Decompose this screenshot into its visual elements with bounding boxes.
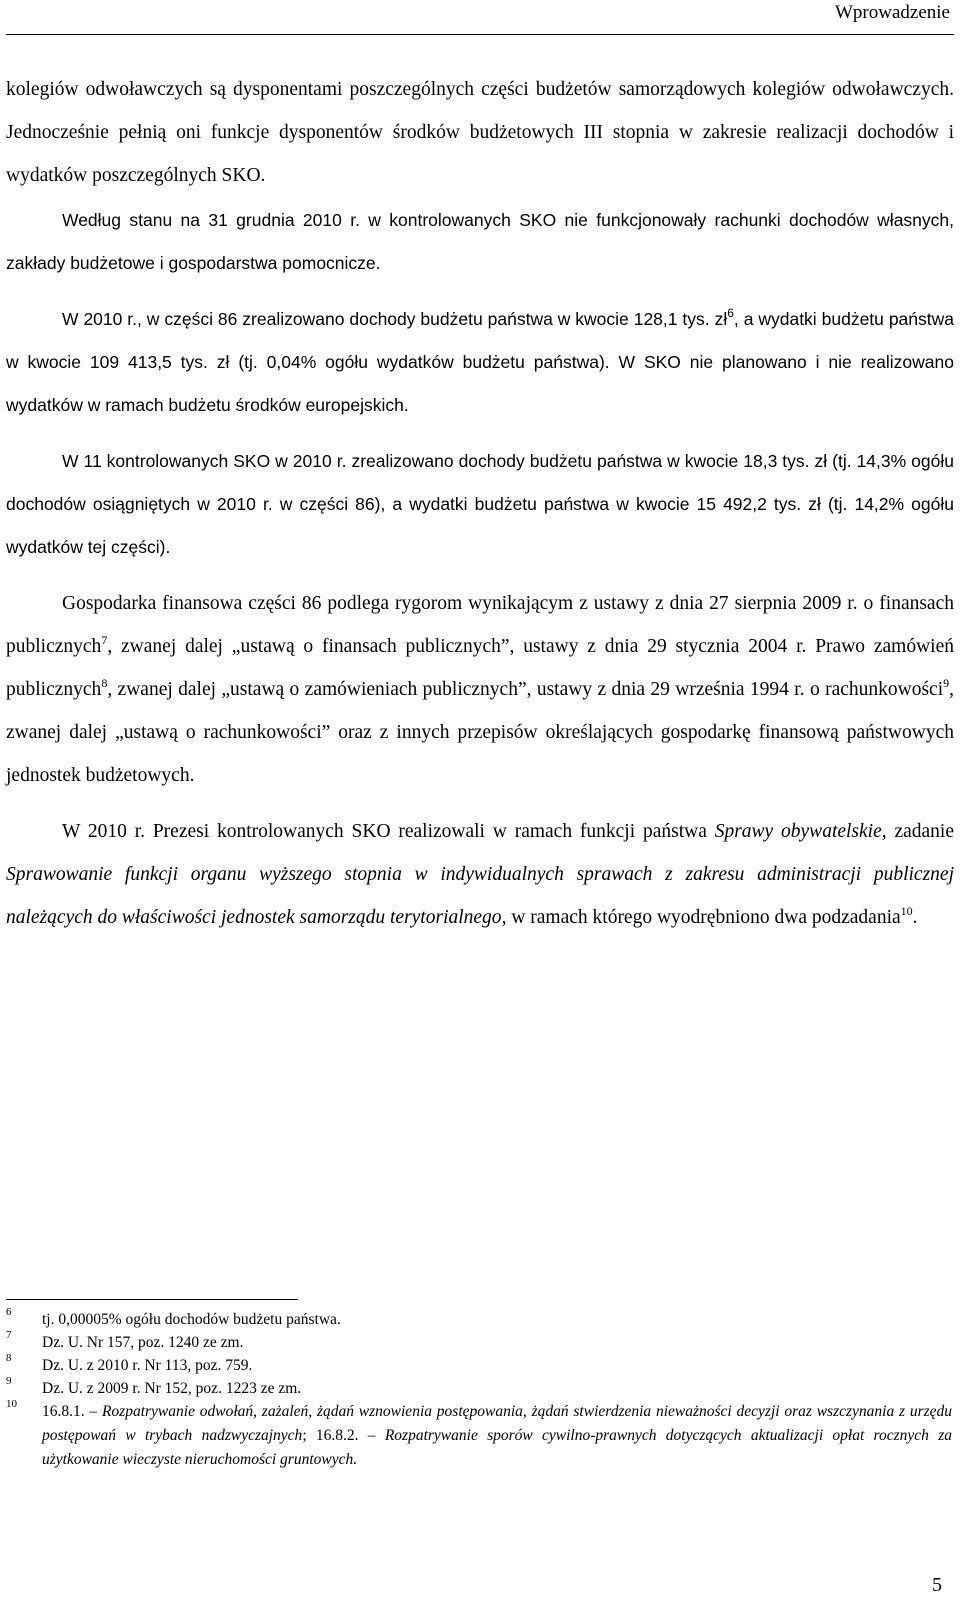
paragraph-1: kolegiów odwoławczych są dysponentami poszczególnych części budżetów samorządowych kolegiów odwoławczych. Jednocześnie pełnią oni funkcje dysponentów środków budżetowych III stopnia w zakresie realizacji dochodów i wydatków poszczególnych SKO. (6, 79, 954, 186)
footnote-10-italic-b: Rozpatrywanie sporów cywilno-prawnych dotyczących aktualizacji opłat rocznych za użytkowanie wieczyste nieruchomości gruntowych. (42, 1427, 952, 1468)
paragraph-4-text-b: a wydatki budżetu państwa w kwocie 15 492,2 tys. zł (tj. 14,2% ogółu wydatków tej części). (6, 494, 954, 557)
footnote-9 (6, 1377, 952, 1400)
paragraph-5 (6, 582, 954, 797)
running-header: Wprowadzenie (835, 2, 950, 23)
paragraph-6-italic-1: Sprawy obywatelskie (714, 821, 882, 842)
footnote-divider (6, 1299, 298, 1300)
footnote-text: tj. 0,00005% ogółu dochodów budżetu państwa. (42, 1311, 341, 1328)
footnote-8 (6, 1354, 952, 1377)
main-text (6, 68, 954, 952)
footnote-number: 7 (6, 1329, 12, 1341)
footnote-text: Dz. U. z 2010 r. Nr 113, poz. 759. (42, 1357, 253, 1374)
page-number: 5 (932, 1574, 942, 1596)
footnote-number: 10 (6, 1398, 17, 1410)
footnote-text: Dz. U. Nr 157, poz. 1240 ze zm. (42, 1334, 244, 1351)
paragraph-6-italic-2: Sprawowanie funkcji organu wyższego stopnia w indywidualnych sprawach z zakresu administracji publicznej należących do właściwości jednostek samorządu terytorialnego (6, 864, 954, 928)
footnote-ref-7: 7 (101, 633, 108, 647)
paragraph-2: Według stanu na 31 grudnia 2010 r. w kontrolowanych SKO nie funkcjonowały rachunki dochodów własnych, zakłady budżetowe i gospodarstwa pomocnicze. (6, 210, 954, 273)
footnote-7 (6, 1331, 952, 1354)
footnote-number: 8 (6, 1352, 12, 1364)
paragraph-5-text-b: , zwanej dalej „ustawą o finansach publicznych”, ustawy z dnia 29 stycznia 2004 r. Prawo zamówień publicznych (6, 636, 954, 700)
paragraph-6-text-c: , w ramach którego wyodrębniono dwa podzadania (501, 907, 901, 928)
paragraph-3 (6, 298, 954, 427)
paragraph-6-text-a: W 2010 r. Prezesi kontrolowanych SKO realizowali w ramach funkcji państwa (62, 821, 715, 842)
footnote-ref-6: 6 (727, 306, 734, 320)
footnote-text (42, 1400, 952, 1472)
footnote-number: 9 (6, 1375, 12, 1387)
paragraph-3-text-a: W 2010 r., w części 86 zrealizowano dochody budżetu państwa w kwocie 128,1 tys. zł (62, 309, 728, 329)
paragraph-4 (6, 440, 954, 569)
paragraph-6-text-b: , zadanie (881, 821, 954, 842)
footnote-10-italic-a: Rozpatrywanie odwołań, zażaleń, żądań wznowienia postępowania, żądań stwierdzenia nieważności decyzji oraz wszczynania z urzędu postępowań w trybach nadzwyczajnych (42, 1403, 953, 1444)
paragraph-3-text-b: , a wydatki budżetu państwa w kwocie 109 413,5 tys. zł (tj. 0,04% ogółu wydatków budżetu państwa). W SKO nie planowano i nie realizowano wydatków w ramach budżetu środków europejskich. (6, 309, 954, 415)
footnotes (6, 1308, 952, 1472)
footnote-ref-9: 9 (943, 676, 950, 690)
footnote-ref-8: 8 (101, 676, 108, 690)
footnote-10 (6, 1400, 952, 1472)
footnote-ref-10: 10 (900, 904, 913, 918)
paragraph-4-text-a: W 11 kontrolowanych SKO w 2010 r. zrealizowano dochody budżetu państwa w kwocie 18,3 tys. zł (tj. 14,3% ogółu dochodów osiągniętych w 2010 r. w części 86), (6, 451, 954, 514)
paragraph-5-text-c: , zwanej dalej „ustawą o zamówieniach publicznych”, ustawy z dnia 29 września 1994 r. o rachunkowości (107, 679, 944, 700)
paragraph-5-text-a: Gospodarka finansowa części 86 podlega rygorom wynikającym z ustawy z dnia 27 sierpnia 2009 r. o finansach publicznych (6, 593, 954, 657)
paragraph-6-text-d: . (912, 907, 918, 928)
footnote-10-code-a: 16.8.1. – (42, 1403, 102, 1420)
footnote-text: Dz. U. z 2009 r. Nr 152, poz. 1223 ze zm. (42, 1380, 302, 1397)
footnote-6 (6, 1308, 952, 1331)
footnote-10-code-b: ; 16.8.2. – (302, 1427, 385, 1444)
footnote-number: 6 (6, 1306, 12, 1318)
header-divider (6, 34, 954, 35)
paragraph-6 (6, 810, 954, 939)
paragraph-5-text-d: , zwanej dalej „ustawą o rachunkowości” oraz z innych przepisów określających gospodarkę finansową państwowych jednostek budżetowych. (6, 679, 954, 786)
